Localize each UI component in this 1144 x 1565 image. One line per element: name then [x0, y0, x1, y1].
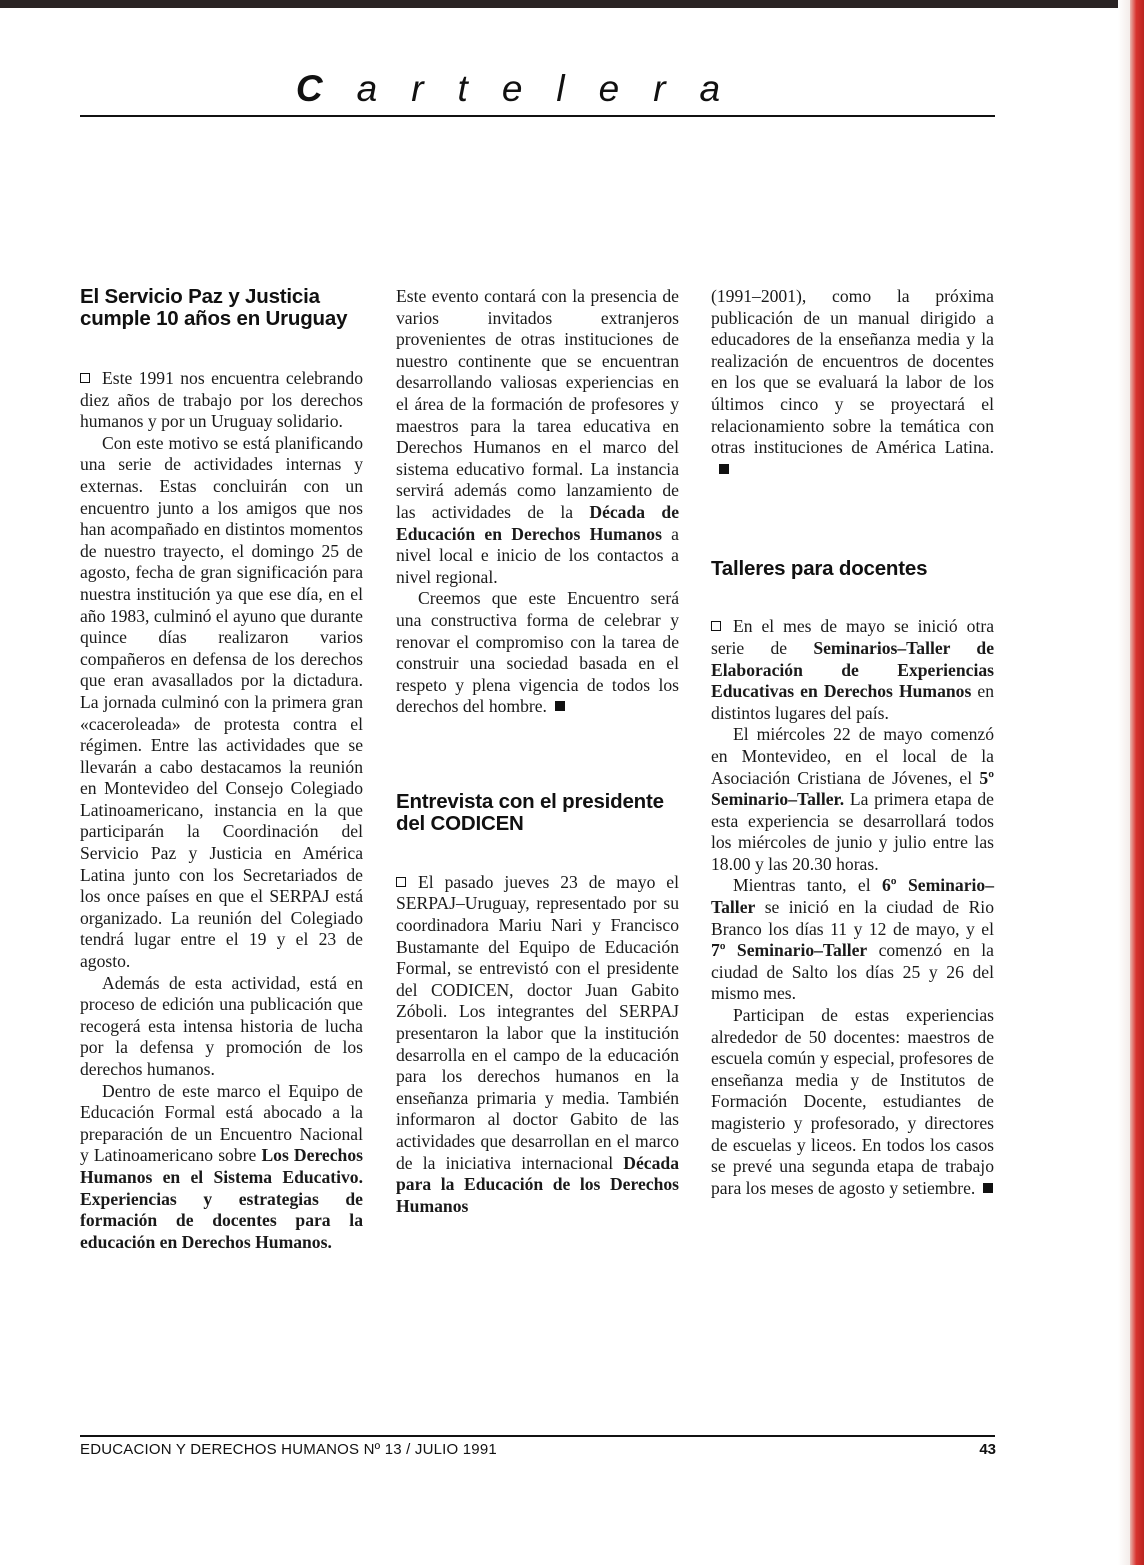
- article-2-paragraph-cont: (1991–2001), como la próxima publicación de un manual dirigido a educadores de la enseñanza media y la realización de encuentros de docentes en los que se evaluará la labor de los últimos cinco y se proyectará el relacionamiento sobre la temática con otras instituciones de América Latina.: [711, 286, 994, 480]
- article-3-paragraph: Participan de estas experiencias alrededor de 50 docentes: maestros de escuela común y especial, profesores de enseñanza media y de Institutos de Formación Docente, estudiantes de magisterio y profesorado, y directores de escuelas y liceos. En todos los casos se prevé una segunda etapa de trabajo para los meses de agosto y setiembre.: [711, 1005, 994, 1198]
- checkbox-bullet-icon: [396, 877, 406, 887]
- article-2-title: Entrevista con el presidente del CODICEN: [396, 789, 664, 835]
- end-mark-icon: [555, 701, 565, 711]
- column-3: [711, 286, 994, 1199]
- column-2: [396, 286, 679, 1217]
- section-title: [0, 68, 1050, 110]
- red-cover-edge: [1130, 0, 1144, 1565]
- article-1-paragraph: Creemos que este Encuentro será una constructiva forma de celebrar y renovar el compromiso con la tarea de construir una sociedad basada en el respeto y plena vigencia de todos los derechos del hombre.: [396, 588, 679, 717]
- footer-rule: [80, 1435, 995, 1437]
- end-mark-icon: [719, 464, 729, 474]
- page-number: 43: [979, 1441, 996, 1458]
- article-1-paragraph: Este 1991 nos encuentra celebrando diez años de trabajo por los derechos humanos y por un Uruguay solidario.: [80, 368, 363, 432]
- section-title-initial: C: [295, 68, 357, 109]
- article-1-title: El Servicio Paz y Justicia cumple 10 años en Uruguay: [80, 285, 348, 330]
- article-3-title: Talleres para docentes: [711, 557, 928, 581]
- header-rule: [80, 115, 995, 117]
- checkbox-bullet-icon: [711, 621, 721, 631]
- page-shadow-right: [1118, 0, 1130, 1565]
- footer-publication: EDUCACION Y DERECHOS HUMANOS Nº 13 / JULIO 1991: [80, 1441, 497, 1458]
- checkbox-bullet-icon: [80, 373, 90, 383]
- column-1: [80, 286, 363, 1253]
- article-3-paragraph: El miércoles 22 de mayo comenzó en Montevideo, en el local de la Asociación Cristiana de Jóvenes, el 5º Seminario–Taller. La primera etapa de esta experiencia se desarrollará todos los miércoles de junio y julio entre las 18.00 y las 20.30 horas.: [711, 724, 994, 874]
- end-mark-icon: [983, 1183, 993, 1193]
- article-1-paragraph: Dentro de este marco el Equipo de Educación Formal está abocado a la preparación de un Encuentro Nacional y Latinoamericano sobre Los Derechos Humanos en el Sistema Educativo. Experiencias y estrategias de formación de docentes para la educación en Derechos Humanos.: [80, 1080, 363, 1252]
- article-3-paragraph: En el mes de mayo se inició otra serie de Seminarios–Taller de Elaboración de Experiencias Educativas en Derechos Humanos en distintos lugares del país.: [711, 616, 994, 723]
- article-1-paragraph: Con este motivo se está planificando una serie de actividades internas y externas. Estas concluirán con un encuentro junto a los amigos que nos han acompañado en distintos momentos de nuestro trayecto, el domingo 25 de agosto, fecha de gran significación para nuestra institución ya que ese día, en el año 1983, culminó el ayuno que durante quince días realizaron varios compañeros en defensa de los derechos que eran avasallados por la dictadura. La jornada culminó con la primera gran «cacerolеada» de protesta contra el régimen. Entre las actividades que se llevarán a cabo destacamos la reunión en Montevideo del Consejo Colegiado Latinoamericano, instancia en la que participarán la Coordinación del Servicio Paz y Justicia en América Latina junto con los Secretariados de los once países en que el SERPAJ está organizado. La reunión del Colegiado tendrá lugar entre el 19 y el 23 de agosto.: [80, 432, 363, 972]
- page-edge-top: [0, 0, 1144, 8]
- article-1-paragraph: Además de esta actividad, está en proceso de edición una publicación que recogerá esta intensa historia de lucha por la defensa y promoción de los derechos humanos.: [80, 972, 363, 1079]
- article-3-paragraph: Mientras tanto, el 6º Seminario–Taller se inició en la ciudad de Rio Branco los días 11 y 12 de mayo, y el 7º Seminario–Taller comenzó en la ciudad de Salto los días 25 y 26 del mismo mes.: [711, 875, 995, 1004]
- article-2-paragraph: El pasado jueves 23 de mayo el SERPAJ–Uruguay, representado por su coordinadora Mariu Nari y Francisco Bustamante del Equipo de Educación Formal, se entrevistó con el presidente del CODICEN, doctor Juan Gabito Zóboli. Los integrantes del SERPAJ presentaron la labor que la institución desarrolla en el campo de la educación para los derechos humanos en la enseñanza primaria y media. También informaron al doctor Gabito de las actividades que desarrollan en el marco de la iniciativa internacional Década para la Educación de los Derechos Humanos: [396, 871, 679, 1216]
- section-title-rest: artelera: [356, 68, 755, 109]
- article-1-paragraph-cont: Este evento contará con la presencia de varios invitados extranjeros provenientes de otras instituciones de nuestro continente que se encuentran desarrollando valiosas experiencias en el área de la formación de profesores y maestros para la tarea educativa en Derechos Humanos en el marco del sistema educativo formal. La instancia servirá además como lanzamiento de las actividades de la Década de Educación en Derechos Humanos a nivel local e inicio de los contactos a nivel regional.: [396, 286, 679, 587]
